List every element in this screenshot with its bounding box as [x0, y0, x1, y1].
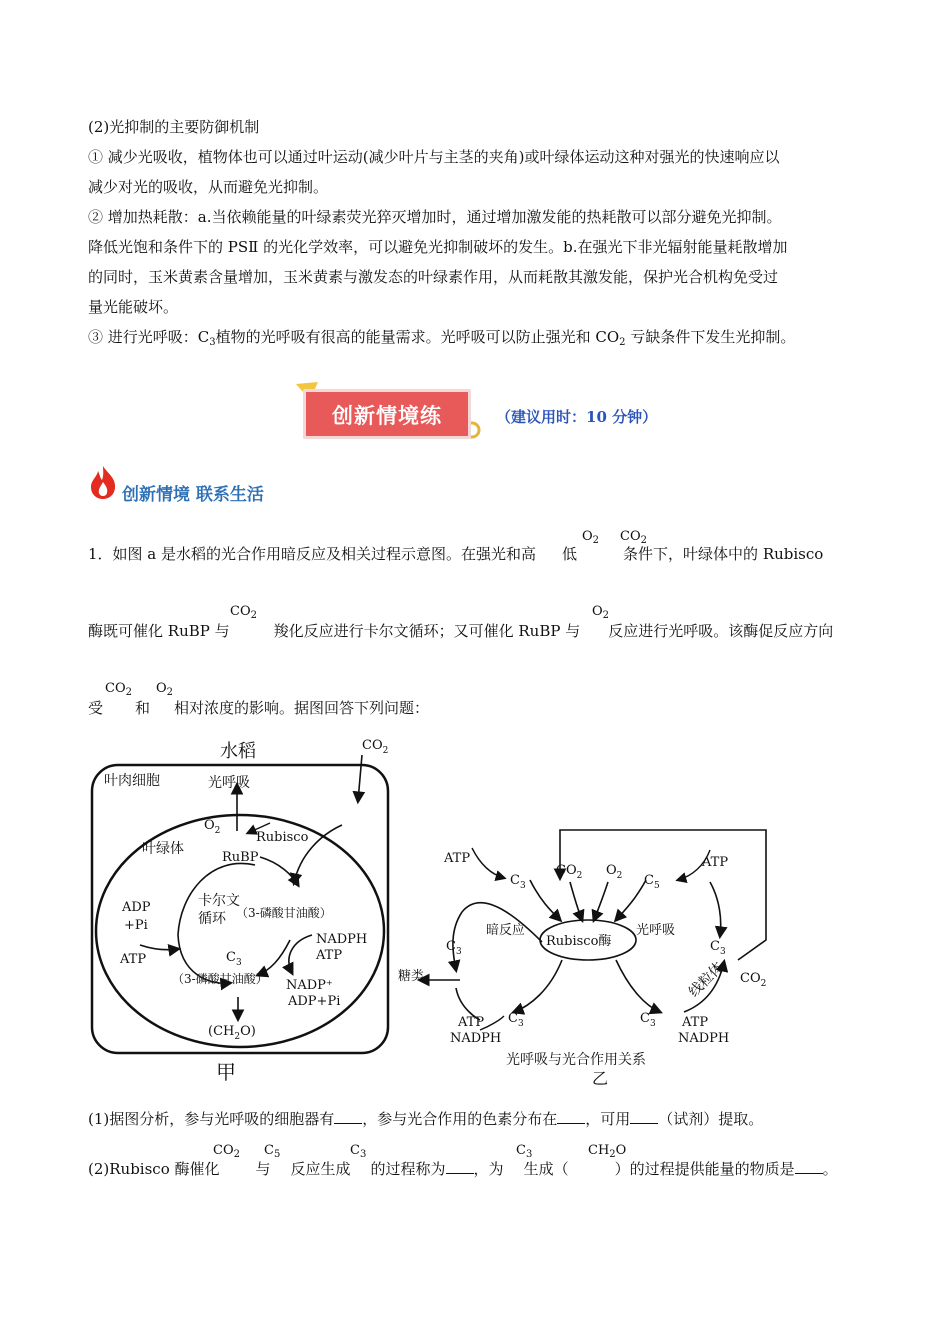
atp-label-yi-2: ATP: [702, 855, 729, 870]
item2-line2: 降低光饱和条件下的 PSⅡ 的光化学效率，可以避免光抑制破坏的发生。b.在强光下非光辐射能量耗散增加: [88, 238, 788, 256]
formula-o2-b: $O_2$: [592, 604, 610, 621]
flame-icon: [88, 464, 118, 500]
practice-banner: [303, 389, 471, 439]
item2-line3: 的同时，玉米黄素含量增加，玉米黄素与激发态的叶绿素作用，从而耗散其激发能，保护光合机构免受过: [88, 268, 779, 286]
atp-label-left: ATP: [120, 952, 147, 967]
c3-label-yi-5: $C_3$: [640, 1011, 656, 1029]
photorespiration-label-yi: 光呼吸: [636, 923, 676, 938]
c3-label-yi-4: $C_3$: [508, 1011, 524, 1029]
nadp-label: NADP⁺: [286, 978, 333, 993]
formula-co2-d: $CO_2$: [213, 1143, 240, 1160]
nadph-label-yi-1: NADPH: [450, 1031, 502, 1046]
answer-blank[interactable]: [795, 1161, 823, 1174]
formula-o2-c: $O_2$: [156, 681, 174, 698]
g3p-label-1: （3-磷酸甘油酸）: [236, 906, 332, 920]
item1-line1: ① 减少光吸收，植物体也可以通过叶运动(减少叶片与主茎的夹角)或叶绿体运动这种对强光的快速响应以: [88, 148, 780, 166]
co2-label-yi-1: $CO_2$: [556, 863, 583, 881]
cell-label: 叶肉细胞: [104, 773, 160, 789]
chloroplast-label: 叶绿体: [142, 841, 184, 857]
q1-line3: 受 和 相对浓度的影响。据图回答下列问题：: [88, 699, 430, 717]
nadph-label-jia: NADPH: [316, 932, 368, 947]
answer-blank[interactable]: [630, 1111, 658, 1124]
formula-c5: $C_5$: [264, 1143, 281, 1160]
formula-co2-c: $CO_2$: [105, 681, 132, 698]
figure-jia: [80, 735, 420, 1095]
rice-label: 水稻: [220, 741, 256, 762]
q1-line1: 1．如图 a 是水稻的光合作用暗反应及相关过程示意图。在强光和高 低 条件下，叶绿体中的 Rubisco: [88, 545, 824, 563]
adp-label: ADP: [122, 900, 151, 915]
c3-label-yi-3: $C_3$: [710, 939, 726, 957]
item3-line: ③ 进行光呼吸：$C_3$植物的光呼吸有很高的能量需求。光呼吸可以防止强光和 $CO_2$ 亏缺条件下发生光抑制。: [88, 328, 796, 348]
rubisco-label: Rubisco: [256, 830, 309, 845]
banner-title: 创新情境练: [332, 404, 442, 428]
o2-label-yi: $O_2$: [606, 863, 623, 881]
c3-label-yi-1: $C_3$: [510, 873, 526, 891]
subquestion-1: (1)据图分析，参与光呼吸的细胞器有 ，参与光合作用的色素分布在 ，可用 （试剂）提取。: [88, 1110, 764, 1128]
formula-co2-a: $CO_2$: [620, 529, 647, 546]
mechanism-heading: (2)光抑制的主要防御机制: [88, 118, 260, 136]
answer-blank[interactable]: [334, 1111, 362, 1124]
adppi-label: ADP+Pi: [288, 994, 341, 1009]
formula-ch2o: $CH_2O$: [588, 1143, 627, 1160]
mitochondria-label: 线粒体: [685, 959, 727, 1001]
formula-c3-a: $C_3$: [350, 1143, 367, 1160]
answer-blank[interactable]: [557, 1111, 585, 1124]
ch2o-label-jia: $(CH_2O)$: [208, 1024, 256, 1042]
q1-line2: 酶既可催化 RuBP 与 羧化反应进行卡尔文循环；又可催化 RuBP 与 反应进行光呼吸。该酶促反应方向: [88, 622, 834, 640]
item2-line4: 量光能破坏。: [88, 298, 179, 316]
item1-line2: 减少对光的吸收，从而避免光抑制。: [88, 178, 329, 196]
g3p-label-2: （3-磷酸甘油酸）: [172, 972, 268, 986]
sugar-label: 糖类: [398, 969, 425, 984]
pi-label: +Pi: [124, 918, 148, 933]
formula-co2-b: $CO_2$: [230, 604, 257, 621]
atp-label-yi-4: ATP: [682, 1015, 709, 1030]
time-hint: （建议用时：10 分钟）: [496, 408, 658, 426]
c5-label-yi: $C_5$: [644, 873, 660, 891]
atp-label-yi-1: ATP: [444, 851, 471, 866]
figure-yi-label: 乙: [592, 1069, 609, 1088]
calvin-label-2: 循环: [198, 911, 226, 927]
dark-reaction-label: 暗反应: [486, 923, 526, 938]
item2-line1: ② 增加热耗散：a.当依赖能量的叶绿素荧光猝灭增加时，通过增加激发能的热耗散可以部分避免光抑制。: [88, 208, 782, 226]
o2-label-jia: $O_2$: [204, 818, 221, 836]
nadph-label-yi-2: NADPH: [678, 1031, 730, 1046]
figure-jia-label: 甲: [216, 1060, 236, 1084]
atp-label-right: ATP: [316, 948, 343, 963]
formula-c3-b: $C_3$: [516, 1143, 533, 1160]
rubisco-enzyme-label: Rubisco酶: [546, 934, 612, 949]
formula-o2-a: $O_2$: [582, 529, 600, 546]
figure-yi: [398, 820, 800, 1095]
section-title: 创新情境 联系生活: [122, 485, 264, 505]
subquestion-2: (2)Rubisco 酶催化 与 反应生成 的过程称为 ，为 生成（ ）的过程提供能量的物质是 。: [88, 1160, 838, 1178]
co2-label-jia: $CO_2$: [362, 738, 389, 756]
c3-label-yi-2: $C_3$: [446, 939, 462, 957]
c3-label-jia: $C_3$: [226, 950, 242, 968]
answer-blank[interactable]: [446, 1161, 474, 1174]
rubp-label: RuBP: [222, 850, 259, 865]
photorespiration-label-jia: 光呼吸: [208, 775, 250, 791]
atp-label-yi-3: ATP: [458, 1015, 485, 1030]
co2-label-yi-2: $CO_2$: [740, 971, 767, 989]
figure-yi-caption: 光呼吸与光合作用关系: [506, 1052, 646, 1068]
calvin-label-1: 卡尔文: [198, 893, 240, 909]
